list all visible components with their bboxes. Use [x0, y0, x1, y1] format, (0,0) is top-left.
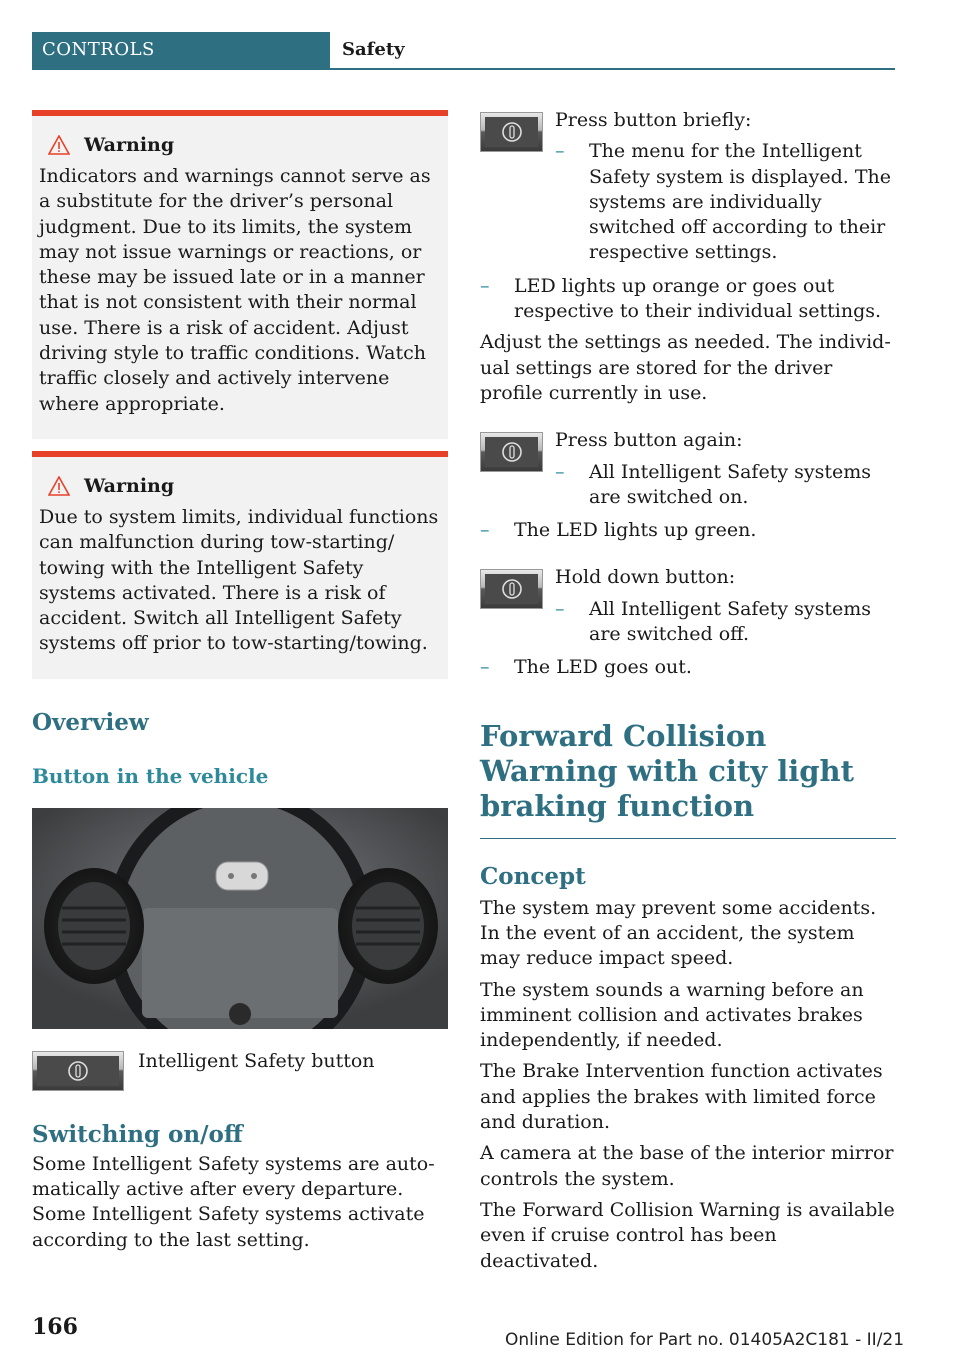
- fcw-heading: Forward Collision Warning with city light braking function: [480, 719, 896, 839]
- dashboard-photo: [32, 808, 448, 1029]
- warning-box-2: [32, 451, 448, 679]
- button-in-vehicle-heading: Button in the vehicle: [32, 763, 269, 788]
- action-result-text: LED lights up orange or goes out respective to their individual settings.: [514, 274, 882, 323]
- intelligent-safety-button-icon: [32, 1051, 124, 1091]
- left-column: [32, 110, 448, 1259]
- action-sub-item: – All Intelligent Safety systems are switched on.: [555, 460, 896, 511]
- header-section: [32, 32, 330, 70]
- action-result-text: The LED lights up green.: [514, 519, 757, 542]
- action-item: [480, 565, 896, 647]
- intelligent-safety-icon: [501, 441, 523, 463]
- right-column: [480, 108, 896, 1280]
- warning-triangle-icon: [48, 135, 70, 155]
- header-chapter: [330, 32, 895, 70]
- action-sub-text: All Intelligent Safety systems are switched off.: [589, 597, 871, 646]
- action-result: – LED lights up orange or goes out respective to their individual settings.: [480, 274, 896, 325]
- action-sub-text: The menu for the Intelligent Safety system is displayed. The systems are individually switched off according to their respective settings.: [589, 140, 891, 264]
- intelligent-safety-icon: [501, 121, 523, 143]
- intelligent-safety-icon: [501, 578, 523, 600]
- overview-heading: Overview: [32, 708, 149, 736]
- action-sub-text: All Intelligent Safety systems are switched on.: [589, 460, 871, 508]
- adjust-text: Adjust the settings as needed. The individual settings are stored for the driver profile currently in use.: [480, 331, 891, 404]
- intelligent-safety-icon: [67, 1060, 89, 1082]
- fcw-paragraph: The Brake Intervention function activates and applies the brakes with limited force and duration.: [480, 1060, 883, 1134]
- switching-heading: Switching on/off: [32, 1120, 243, 1148]
- warning-title-text: Warning: [84, 134, 175, 156]
- action-result: – The LED lights up green.: [480, 518, 896, 543]
- dashboard-illustration: [32, 808, 448, 1029]
- warning-box-1: [32, 110, 448, 439]
- fcw-paragraph: The Forward Collision Warning is available even if cruise control has been deactivated.: [480, 1198, 895, 1272]
- action-result-text: The LED goes out.: [514, 656, 692, 679]
- intelligent-safety-button-icon: [480, 432, 543, 472]
- warning-triangle-icon: [48, 476, 70, 496]
- fcw-paragraph: The system may prevent some accidents. In the event of an accident, the system may reduce impact speed.: [480, 896, 877, 970]
- action-sub-item: – The menu for the Intelligent Safety system is displayed. The systems are individually switched off according to their respective settings.: [555, 139, 896, 265]
- action-label: Hold down button:: [555, 566, 736, 589]
- switching-text: Some Intelligent Safety systems are automatically active after every departure. Some Intelligent Safety systems activate according to the last setting.: [32, 1152, 435, 1251]
- warning-text: Due to system limits, individual functions can malfunction during tow-starting/ towing with the Intelligent Safety systems activated. There is a risk of accident. Switch all Intelligent Safety systems off prior to tow-starting/towing.: [39, 505, 439, 655]
- action-item: [480, 108, 896, 266]
- footer-text: Online Edition for Part no. 01405A2C181 - II/21: [505, 1330, 905, 1350]
- warning-title-text: Warning: [84, 474, 175, 497]
- concept-heading: Concept: [480, 862, 586, 890]
- safety-button-caption: Intelligent Safety button: [138, 1049, 375, 1072]
- intelligent-safety-button-icon: [480, 112, 543, 152]
- fcw-paragraph: The system sounds a warning before an imminent collision and activates brakes independently, if needed.: [480, 978, 864, 1052]
- page-number: 166: [32, 1314, 78, 1340]
- action-label: Press button briefly:: [555, 109, 752, 131]
- warning-text: Indicators and warnings cannot serve as a substitute for the driver’s personal judgment. Due to its limits, the system may not issue warnings or reactions, or these may be issued late or in a manner that is not consistent with their normal use. There is a risk of accident. Adjust driving style to traffic conditions. Watch traffic closely and actively intervene where appropriate.: [39, 165, 431, 415]
- warning-title: [39, 134, 440, 156]
- action-label: Press button again:: [555, 429, 743, 452]
- safety-button-legend: [32, 1051, 448, 1091]
- warning-title: [39, 475, 440, 497]
- intelligent-safety-button-icon: [480, 569, 543, 609]
- action-sub-item: – All Intelligent Safety systems are switched off.: [555, 597, 896, 648]
- action-item: [480, 428, 896, 510]
- header-chapter-label: Safety: [342, 39, 405, 60]
- fcw-paragraph: A camera at the base of the interior mirror controls the system.: [480, 1142, 894, 1190]
- header-section-label: CONTROLS: [42, 39, 155, 60]
- action-result: – The LED goes out.: [480, 655, 896, 680]
